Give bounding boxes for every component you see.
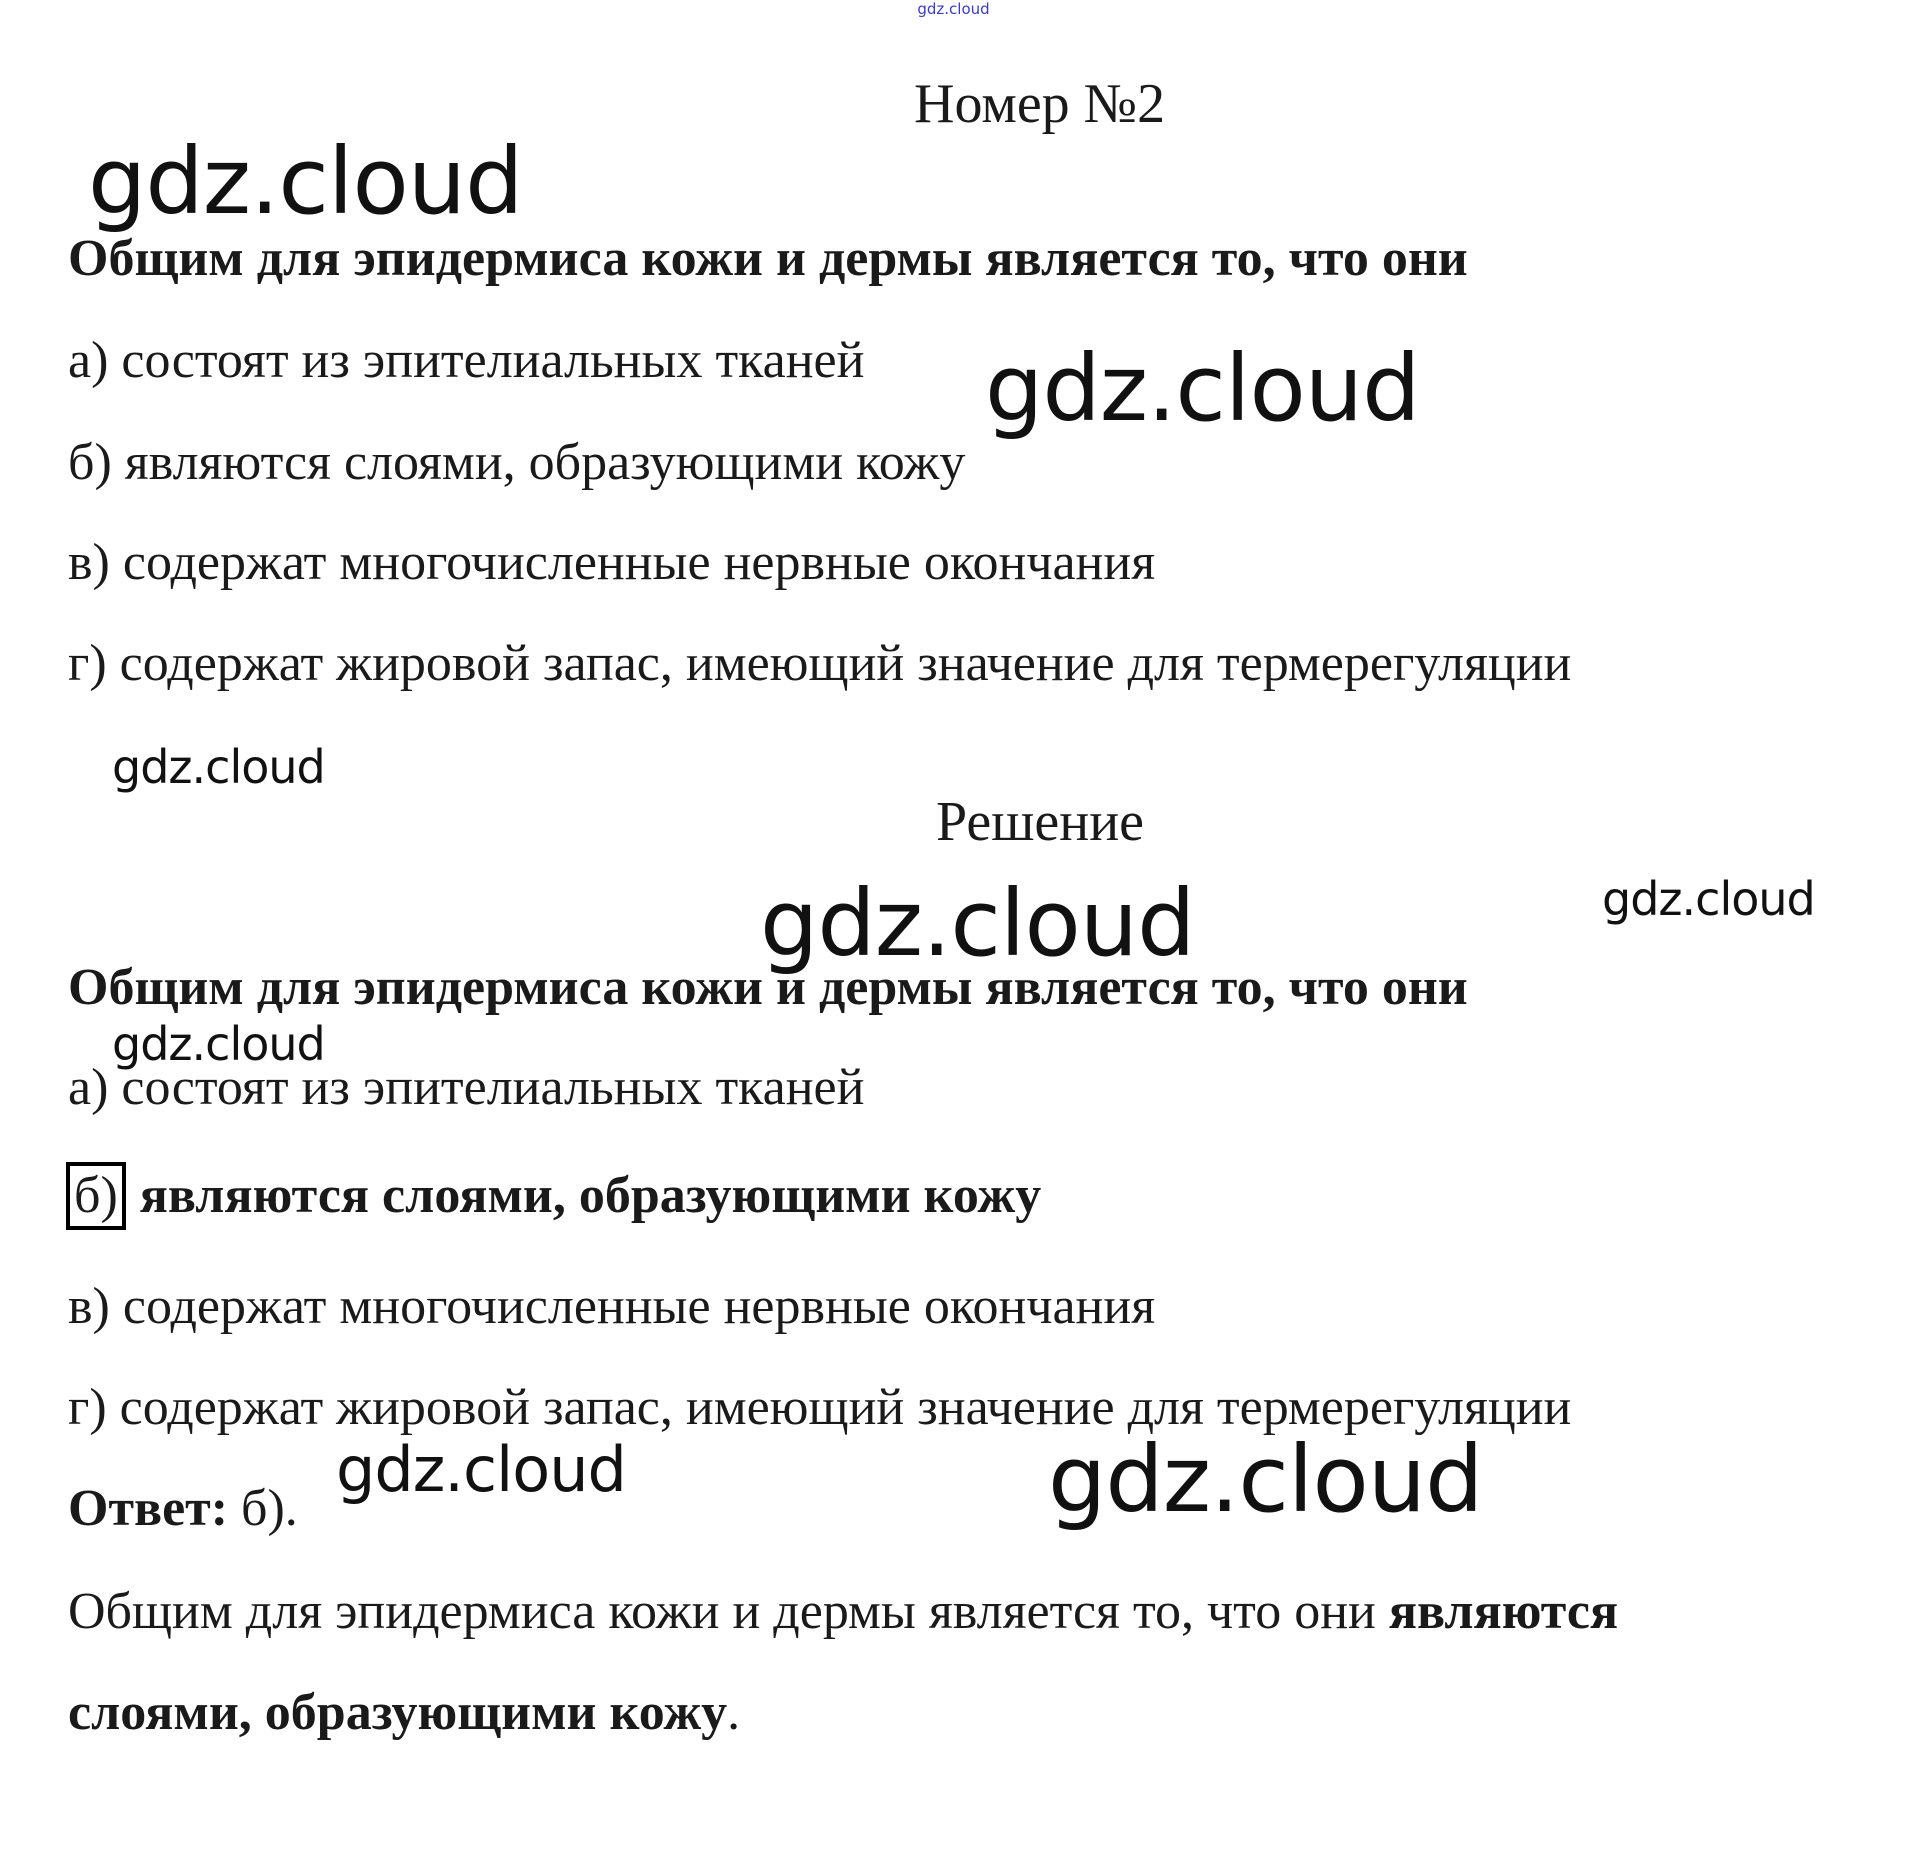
watermark-5: gdz.cloud xyxy=(1602,872,1815,926)
solution-option-b-selected xyxy=(66,1162,1041,1230)
option-text: состоят из эпителиальных тканей xyxy=(121,1059,865,1116)
question-stem: Общим для эпидермиса кожи и дермы является то, что они xyxy=(68,230,1468,287)
question-option-d xyxy=(68,634,1571,693)
option-text: являются слоями, образующими кожу xyxy=(139,1167,1042,1224)
top-watermark: gdz.cloud xyxy=(917,0,990,18)
solution-option-a xyxy=(68,1058,864,1117)
option-letter: б) xyxy=(68,434,112,491)
watermark-4: gdz.cloud xyxy=(760,870,1195,977)
page-title: Номер №2 xyxy=(914,73,1166,135)
watermark-7: gdz.cloud xyxy=(336,1433,626,1506)
answer-line xyxy=(68,1479,298,1538)
question-option-c xyxy=(68,533,1155,592)
selected-option-letter-box: б) xyxy=(66,1162,126,1230)
solution-title: Решение xyxy=(936,791,1145,853)
question-option-b xyxy=(68,433,965,492)
explanation-line-1 xyxy=(68,1582,1618,1641)
watermark-3: gdz.cloud xyxy=(112,740,325,794)
option-text: содержат многочисленные нервные окончания xyxy=(122,1278,1156,1335)
option-letter: в) xyxy=(68,1278,110,1335)
option-text: содержат жировой запас, имеющий значение для термерегуляции xyxy=(119,635,1572,692)
explanation-plain: Общим для эпидермиса кожи и дермы является то, что они xyxy=(68,1583,1376,1640)
option-letter: г) xyxy=(68,635,107,692)
explanation-end: . xyxy=(727,1684,741,1741)
option-letter: а) xyxy=(68,332,109,389)
explanation-line-2 xyxy=(68,1683,740,1742)
solution-option-d xyxy=(68,1378,1571,1437)
option-text: состоят из эпителиальных тканей xyxy=(121,332,865,389)
watermark-1: gdz.cloud xyxy=(88,128,523,235)
option-letter: г) xyxy=(68,1379,107,1436)
option-letter: а) xyxy=(68,1059,109,1116)
explanation-bold-1: являются xyxy=(1388,1583,1619,1640)
watermark-2: gdz.cloud xyxy=(985,335,1420,442)
watermark-6: gdz.cloud xyxy=(112,1017,325,1071)
question-option-a xyxy=(68,331,864,390)
watermark-8: gdz.cloud xyxy=(1048,1426,1483,1533)
solution-option-c xyxy=(68,1277,1155,1336)
option-text: содержат многочисленные нервные окончания xyxy=(122,534,1156,591)
solution-stem: Общим для эпидермиса кожи и дермы является то, что они xyxy=(68,959,1468,1016)
option-text: являются слоями, образующими кожу xyxy=(124,434,966,491)
answer-label: Ответ: xyxy=(68,1480,229,1537)
option-letter: в) xyxy=(68,534,110,591)
answer-value: б). xyxy=(241,1480,298,1537)
option-text: содержат жировой запас, имеющий значение для термерегуляции xyxy=(119,1379,1572,1436)
explanation-bold-2: слоями, образующими кожу xyxy=(68,1684,728,1741)
